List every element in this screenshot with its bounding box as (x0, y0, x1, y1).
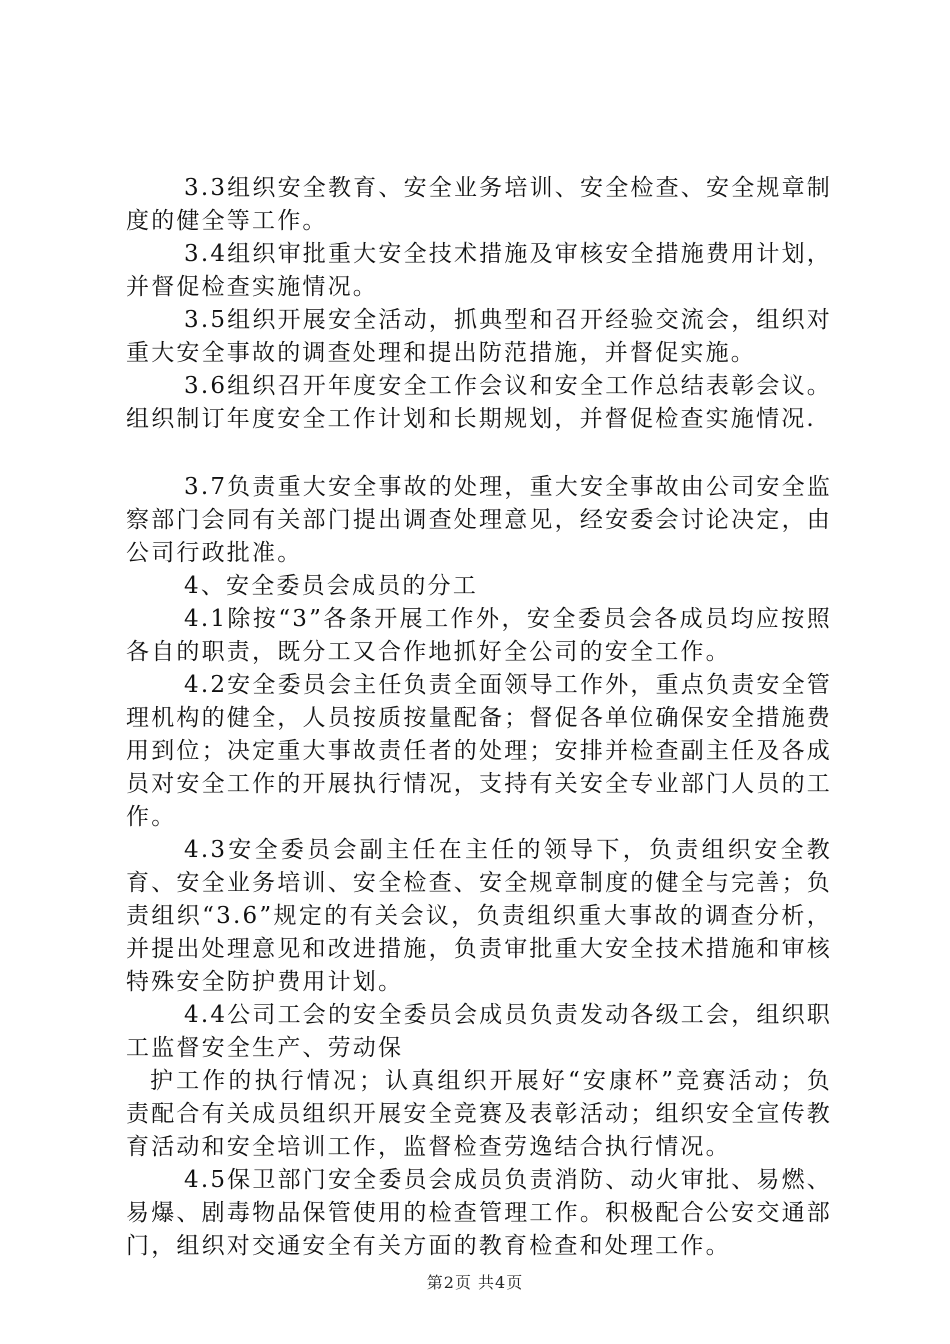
document-body (126, 172, 832, 1263)
paragraph-3-3: 3.3组织安全教育、安全业务培训、安全检查、安全规章制度的健全等工作。 (126, 175, 832, 234)
paragraph-3-5: 3.5组织开展安全活动，抓典型和召开经验交流会，组织对重大安全事故的调查处理和提出防范措施，并督促实施。 (126, 307, 832, 366)
paragraph-4-5: 4.5保卫部门安全委员会成员负责消防、动火审批、易燃、易爆、剧毒物品保管使用的检查管理工作。积极配合公安交通部门，组织对交通安全有关方面的教育检查和处理工作。 (126, 1167, 832, 1259)
page-number-footer: 第2页 共4页 (426, 1273, 524, 1292)
section-heading-4: 4、安全委员会成员的分工 (184, 573, 479, 599)
paragraph-4-4: 4.4公司工会的安全委员会成员负责发动各级工会，组织职工监督安全生产、劳动保 (126, 1002, 832, 1061)
paragraph-3-7: 3.7负责重大安全事故的处理，重大安全事故由公司安全监察部门会同有关部门提出调查处理意见，经安委会讨论决定，由公司行政批准。 (126, 474, 832, 566)
paragraph-3-4: 3.4组织审批重大安全技术措施及审核安全措施费用计划，并督促检查实施情况。 (126, 241, 832, 300)
paragraph-3-6: 3.6组织召开年度安全工作会议和安全工作总结表彰会议。组织制订年度安全工作计划和长期规划，并督促检查实施情况. (126, 373, 832, 432)
paragraph-4-4-continued: 护工作的执行情况；认真组织开展好“安康杯”竞赛活动；负责配合有关成员组织开展安全竞赛及表彰活动；组织安全宣传教育活动和安全培训工作，监督检查劳逸结合执行情况。 (126, 1068, 832, 1160)
paragraph-4-1: 4.1除按“3”各条开展工作外，安全委员会各成员均应按照各自的职责，既分工又合作地抓好全公司的安全工作。 (126, 606, 832, 665)
paragraph-4-2: 4.2安全委员会主任负责全面领导工作外，重点负责安全管理机构的健全，人员按质按量配备；督促各单位确保安全措施费用到位；决定重大事故责任者的处理；安排并检查副主任及各成员对安全工作的开展执行情况，支持有关安全专业部门人员的工作。 (126, 672, 832, 830)
paragraph-4-3: 4.3安全委员会副主任在主任的领导下，负责组织安全教育、安全业务培训、安全检查、安全规章制度的健全与完善；负责组织“3.6”规定的有关会议，负责组织重大事故的调查分析，并提出处理意见和改进措施，负责审批重大安全技术措施和审核特殊安全防护费用计划。 (126, 837, 832, 995)
paragraph-spacer (126, 436, 832, 471)
